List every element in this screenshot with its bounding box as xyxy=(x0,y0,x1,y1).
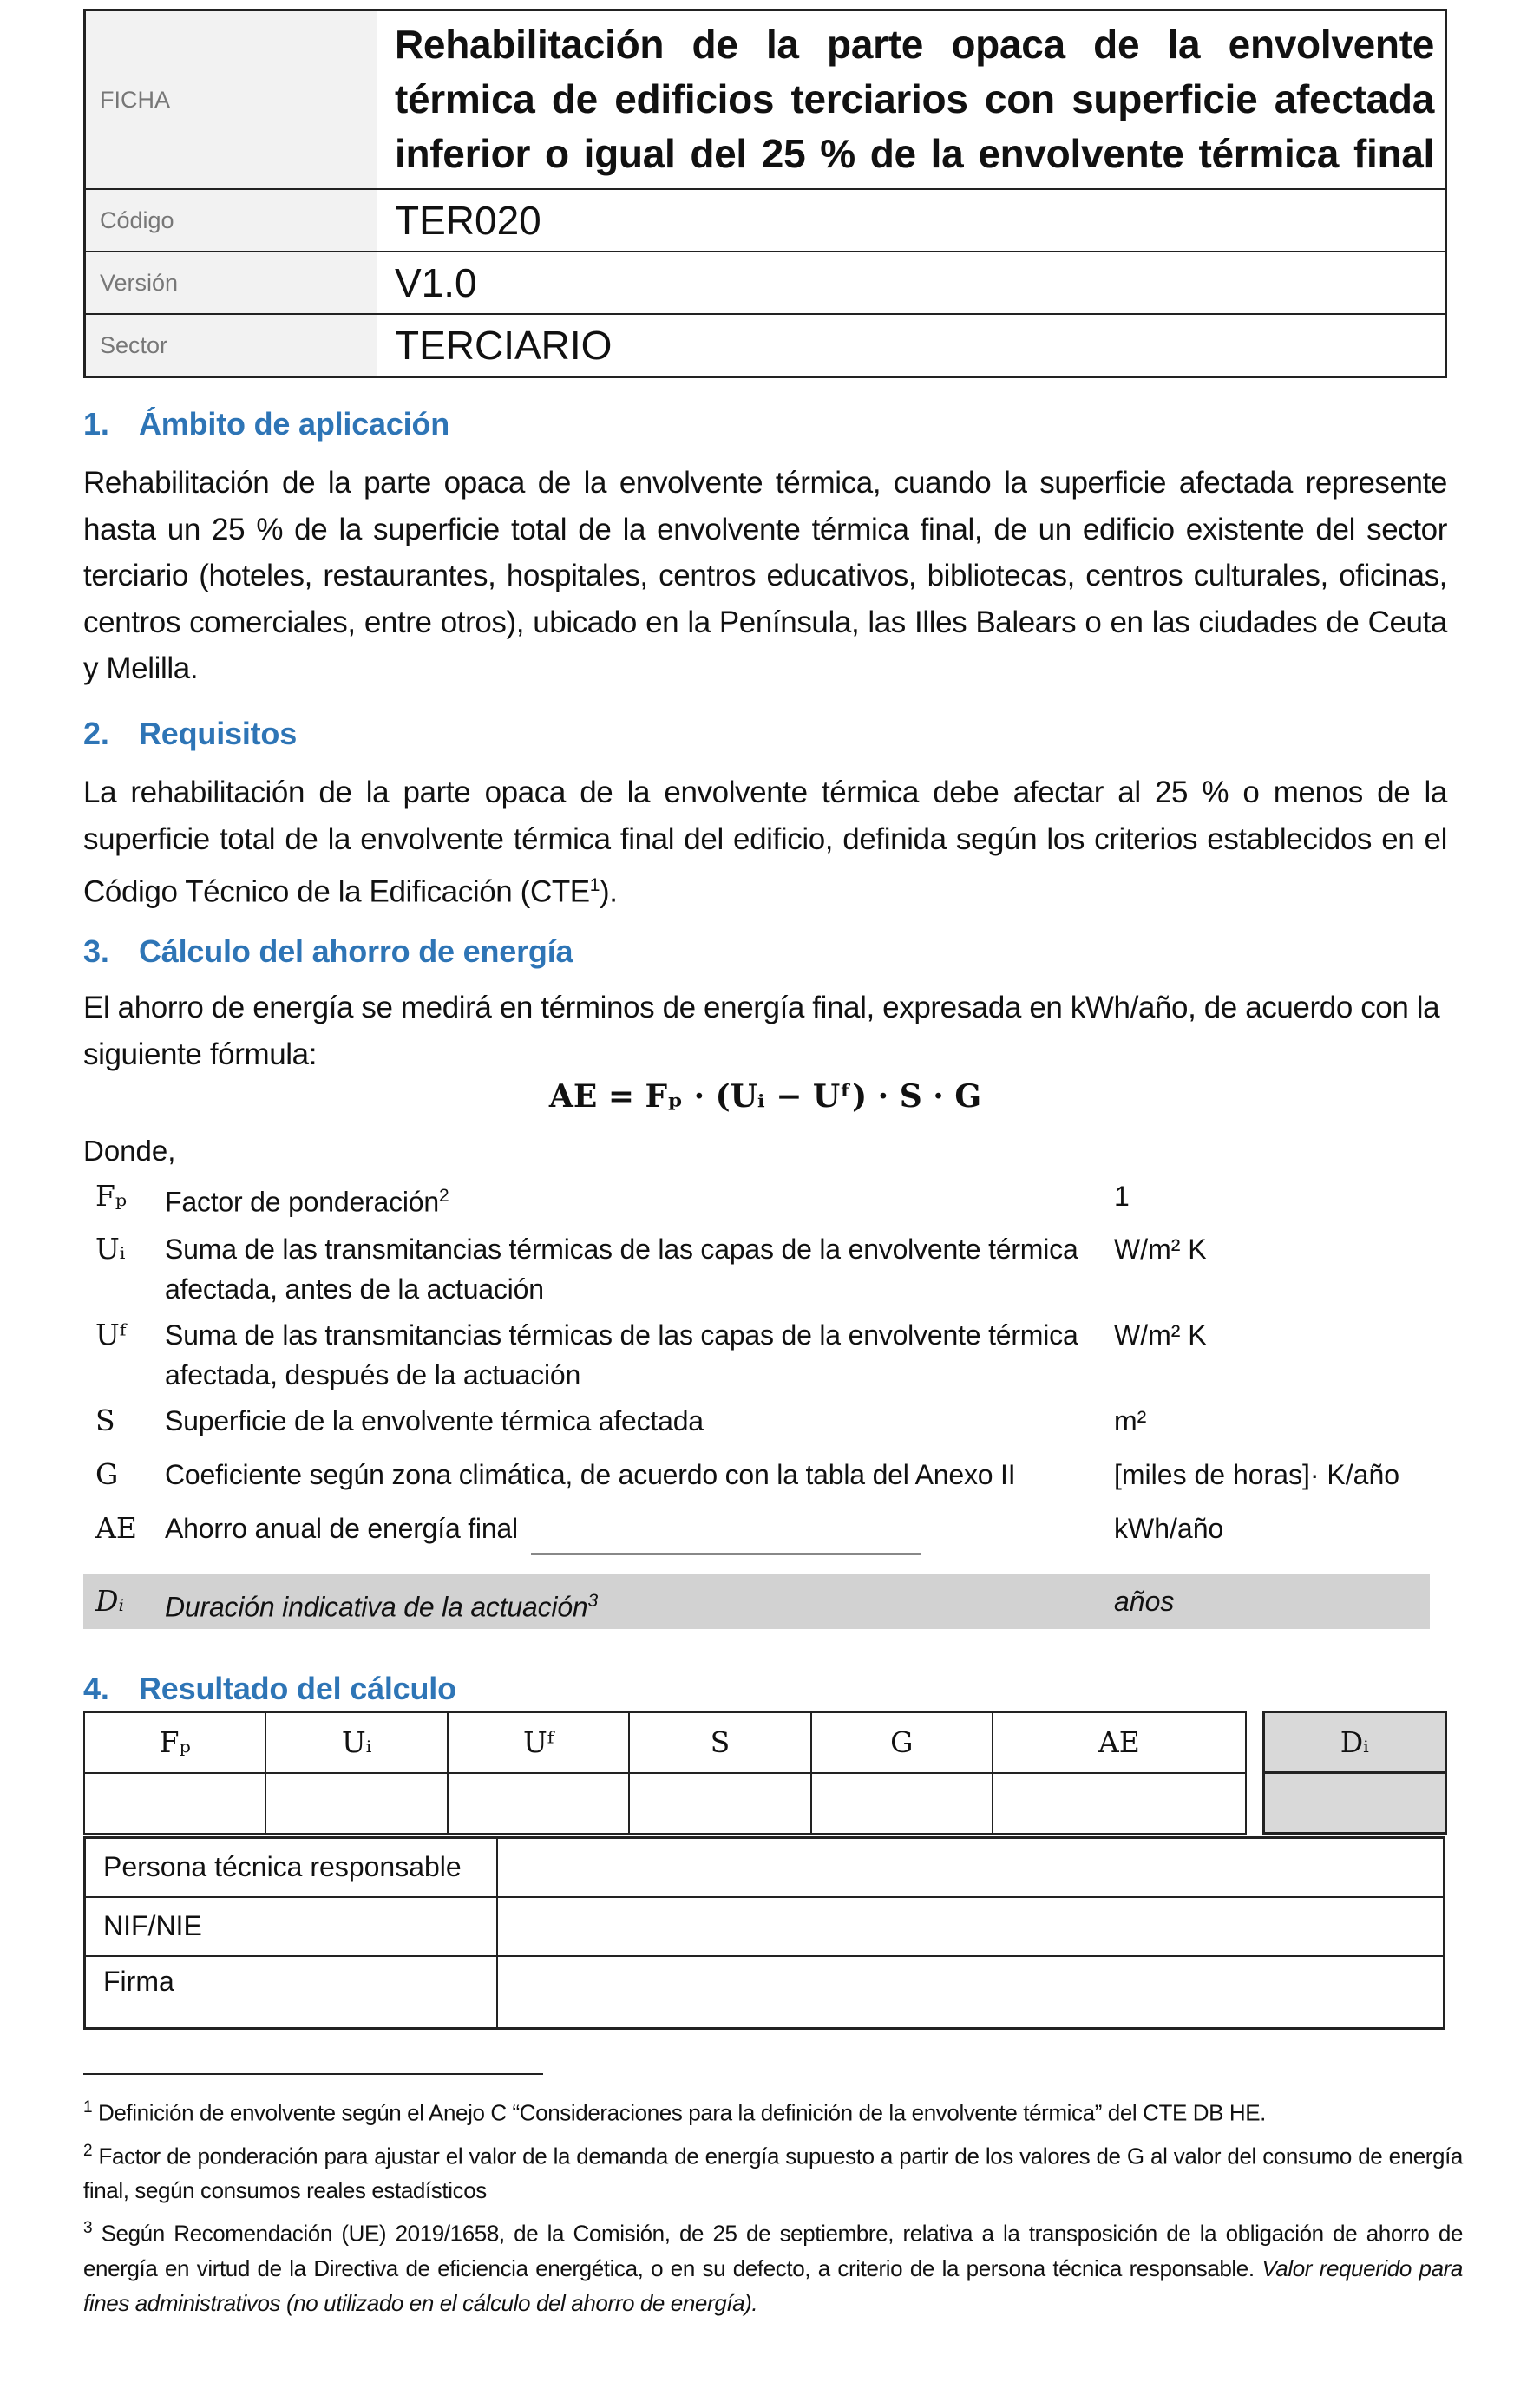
section-2-number: 2. xyxy=(83,716,109,751)
footnote-separator xyxy=(83,2073,543,2075)
footnote-number: 3 xyxy=(83,2219,93,2238)
section-3-number: 3. xyxy=(83,933,109,969)
var-row-di xyxy=(83,1574,1430,1629)
signature-table xyxy=(83,1836,1445,2030)
sector-value: TERCIARIO xyxy=(377,314,1446,377)
var-desc-text: Factor de ponderación xyxy=(165,1186,440,1218)
responsible-label: Persona técnica responsable xyxy=(85,1838,498,1897)
sector-label: Sector xyxy=(85,314,378,377)
section-2-heading xyxy=(83,716,297,752)
section-2-text xyxy=(83,769,1447,915)
section-3-text: El ahorro de energía se medirá en términos de energía final, expresada en kWh/año, de acuerdo con la siguiente fórmula: xyxy=(83,991,1440,1071)
result-input-g[interactable] xyxy=(811,1773,993,1834)
footnote-3 xyxy=(83,2211,1463,2320)
result-input-ui[interactable] xyxy=(265,1773,447,1834)
result-col-s: S xyxy=(629,1712,810,1773)
section-2-text-end: ). xyxy=(600,874,618,909)
var-symbol: Fₚ xyxy=(95,1179,128,1213)
footnote-italic-note: Valor requerido para fines administrativos (no utilizado en el cálculo del ahorro de energía). xyxy=(83,2254,1463,2316)
ficha-label: FICHA xyxy=(85,10,378,190)
var-description xyxy=(165,1176,1145,1222)
footnote-1 xyxy=(83,2091,1463,2130)
footnote-text: Definición de envolvente según el Anejo C “Consideraciones para la definición de la envolvente térmica” del CTE DB HE. xyxy=(98,2099,1267,2126)
var-desc-text: Duración indicativa de la actuación xyxy=(165,1591,588,1623)
var-description: Ahorro anual de energía final xyxy=(165,1513,518,1544)
var-unit: 1 xyxy=(1114,1181,1130,1212)
var-symbol: G xyxy=(95,1457,119,1491)
var-symbol: Uᵢ xyxy=(95,1232,126,1266)
var-description: Suma de las transmitancias térmicas de las capas de la envolvente térmica afectada, antes de la actuación xyxy=(165,1233,1078,1305)
var-symbol: Dᵢ xyxy=(95,1584,125,1618)
var-unit: W/m² K xyxy=(1114,1319,1207,1351)
result-input-s[interactable] xyxy=(629,1773,810,1834)
footnotes xyxy=(83,2091,1463,2324)
donde-label: Donde, xyxy=(83,1135,176,1167)
footnote-ref-2: 2 xyxy=(439,1186,449,1206)
section-1-text: Rehabilitación de la parte opaca de la envolvente térmica, cuando la superficie afectada represente hasta un 25 % de la superficie total de la envolvente térmica final, de un edificio existente del sector terciario (hoteles, restaurantes, hospitales, centros educativos, bibliotecas, centros culturales, oficinas, centros comerciales, entre otros), ubicado en la Península, las Illes Balears o en las ciudades de Ceuta y Melilla. xyxy=(83,466,1447,685)
responsible-field[interactable] xyxy=(497,1838,1445,1897)
result-input-uf[interactable] xyxy=(448,1773,629,1834)
ficha-title: Rehabilitación de la parte opaca de la envolvente térmica de edificios terciarios con superficie afectada inferior o igual del 25 % de la envolvente térmica final xyxy=(377,10,1446,190)
var-unit: [miles de horas]· K/año xyxy=(1114,1459,1400,1490)
firma-field[interactable] xyxy=(497,1956,1445,2029)
result-input-ae[interactable] xyxy=(993,1773,1246,1834)
var-description: Coeficiente según zona climática, de acuerdo con la tabla del Anexo II xyxy=(165,1459,1016,1490)
nif-field[interactable] xyxy=(497,1897,1445,1956)
section-4-heading xyxy=(83,1671,456,1707)
footnote-2 xyxy=(83,2134,1463,2208)
section-3-title: Cálculo del ahorro de energía xyxy=(139,933,573,969)
result-col-g: G xyxy=(811,1712,993,1773)
section-2-text-main: La rehabilitación de la parte opaca de la envolvente térmica debe afectar al 25 % o menos de la superficie total de la envolvente térmica final del edificio, definida según los criterios establecidos en el Código Técnico de la Edificación (CTE xyxy=(83,775,1447,909)
result-gap xyxy=(1246,1712,1263,1773)
var-symbol: S xyxy=(95,1404,115,1437)
section-1-heading xyxy=(83,406,449,442)
result-table xyxy=(83,1711,1447,1835)
result-col-di: Dᵢ xyxy=(1263,1712,1445,1773)
var-unit: kWh/año xyxy=(1114,1513,1224,1544)
section-4-title: Resultado del cálculo xyxy=(139,1671,456,1706)
var-description: Suma de las transmitancias térmicas de las capas de la envolvente térmica afectada, después de la actuación xyxy=(165,1319,1078,1390)
var-description: Superficie de la envolvente térmica afectada xyxy=(165,1405,704,1436)
result-input-di[interactable] xyxy=(1263,1773,1445,1834)
result-col-ui: Uᵢ xyxy=(265,1712,447,1773)
footnote-text: Factor de ponderación para ajustar el valor de la demanda de energía supuesto a partir de los valores de G al valor del consumo de energía final, según consumos reales estadísticos xyxy=(83,2143,1463,2204)
footnote-number: 1 xyxy=(83,2098,93,2117)
section-3-heading xyxy=(83,933,573,970)
result-col-fp: Fₚ xyxy=(84,1712,265,1773)
version-label: Versión xyxy=(85,252,378,314)
underline-divider xyxy=(531,1553,921,1555)
version-value: V1.0 xyxy=(377,252,1446,314)
footnote-ref-1: 1 xyxy=(589,875,600,895)
var-unit: W/m² K xyxy=(1114,1233,1207,1265)
section-4-number: 4. xyxy=(83,1671,109,1706)
firma-label: Firma xyxy=(85,1956,498,2029)
var-symbol: AE xyxy=(95,1511,137,1545)
section-2-title: Requisitos xyxy=(139,716,298,751)
nif-label: NIF/NIE xyxy=(85,1897,498,1956)
section-1-title: Ámbito de aplicación xyxy=(139,406,450,442)
var-description xyxy=(165,1574,1145,1635)
footnote-ref-3: 3 xyxy=(587,1591,599,1611)
section-1-number: 1. xyxy=(83,406,109,442)
document-page xyxy=(83,9,1464,2316)
var-unit: m² xyxy=(1114,1405,1147,1436)
codigo-value: TER020 xyxy=(377,189,1446,252)
result-gap xyxy=(1246,1773,1263,1834)
result-input-fp[interactable] xyxy=(84,1773,265,1834)
ficha-header-table xyxy=(83,9,1447,378)
result-col-ae: AE xyxy=(993,1712,1246,1773)
result-col-uf: Uᶠ xyxy=(448,1712,629,1773)
energy-savings-formula: AE = Fₚ · (Uᵢ − Uᶠ) · S · G xyxy=(548,1078,982,1115)
codigo-label: Código xyxy=(85,189,378,252)
var-unit: años xyxy=(1114,1586,1175,1617)
footnote-number: 2 xyxy=(83,2141,93,2160)
var-symbol: Uᶠ xyxy=(95,1318,127,1351)
footnote-text: Según Recomendación (UE) 2019/1658, de la Comisión, de 25 de septiembre, relativa a la transposición de la obligación de ahorro de energía en virtud de la Directiva de eficiencia energética, o en su defecto, a criterio de la persona técnica responsable. xyxy=(83,2220,1464,2281)
